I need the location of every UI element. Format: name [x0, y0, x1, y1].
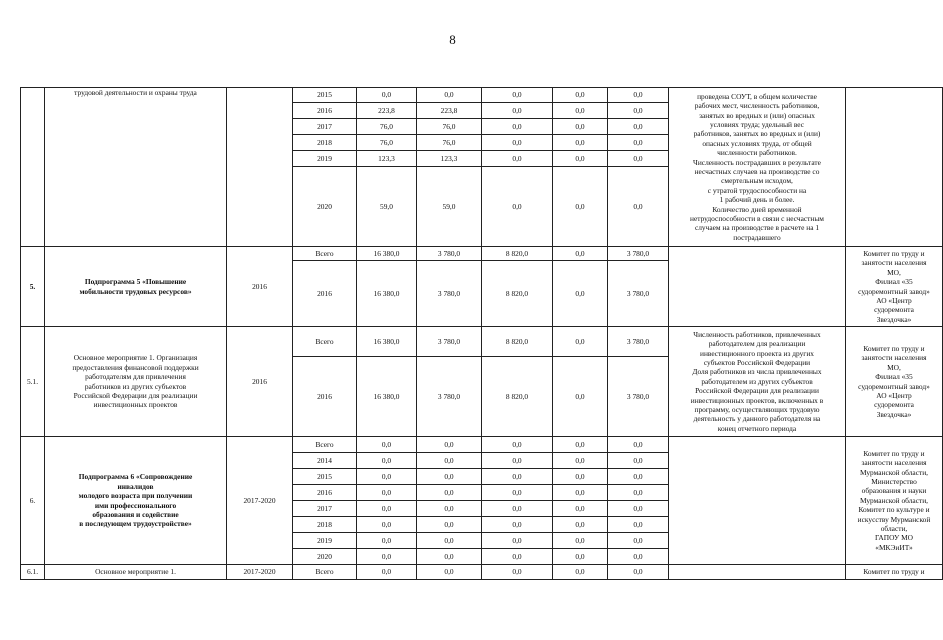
- value-cell: 0,0: [553, 261, 608, 327]
- year-cell: 2019: [293, 151, 357, 167]
- value-cell: 0,0: [553, 485, 608, 501]
- value-cell: 0,0: [553, 119, 608, 135]
- text-line: МО,: [887, 362, 901, 372]
- text-line: судоремонтный завод»: [858, 381, 930, 391]
- text-line: работников, занятых во вредных и (или): [693, 129, 821, 139]
- text-line: Основное мероприятие 1. Организация: [73, 353, 198, 363]
- value-cell: 3 780,0: [417, 357, 482, 437]
- text-line: Министерство: [871, 476, 917, 486]
- value-cell: 0,0: [357, 469, 417, 485]
- text-line: занятости населения: [861, 458, 927, 468]
- text-line: МО,: [887, 267, 901, 277]
- value-cell: 16 380,0: [357, 247, 417, 261]
- text-line: молодого возраста при получении: [78, 491, 193, 501]
- text-line: Количество дней временной: [712, 204, 802, 214]
- program-table: [20, 87, 943, 580]
- value-cell: 8 820,0: [482, 357, 553, 437]
- value-cell: 0,0: [553, 247, 608, 261]
- value-cell: 0,0: [482, 485, 553, 501]
- year-cell: 2019: [293, 533, 357, 549]
- text-line: несчастных случаев на производстве со: [694, 167, 820, 176]
- text-line: Российской Федерации для реализации: [73, 390, 198, 400]
- value-cell: 0,0: [357, 533, 417, 549]
- value-cell: 0,0: [357, 501, 417, 517]
- table-row: [21, 327, 943, 357]
- text-line: пострадавшего: [733, 232, 781, 242]
- executor-cell: [846, 327, 943, 437]
- value-cell: 0,0: [553, 167, 608, 247]
- text-line: нетрудоспособности в связи с несчастным: [690, 214, 824, 224]
- value-cell: 0,0: [482, 88, 553, 103]
- value-cell: 0,0: [482, 501, 553, 517]
- value-cell: 8 820,0: [482, 261, 553, 327]
- text-line: программу, осуществляющих трудовую: [694, 405, 820, 415]
- value-cell: 0,0: [417, 501, 482, 517]
- text-line: ГАПОУ МО: [874, 533, 914, 543]
- value-cell: 0,0: [608, 167, 669, 247]
- value-cell: 0,0: [482, 437, 553, 453]
- value-cell: 0,0: [553, 501, 608, 517]
- value-cell: 76,0: [417, 135, 482, 151]
- text-line: судоремонтный завод»: [858, 286, 930, 296]
- value-cell: 0,0: [553, 453, 608, 469]
- text-line: Филиал «35: [875, 277, 913, 287]
- year-cell: 2016: [293, 103, 357, 119]
- value-cell: 0,0: [417, 533, 482, 549]
- text-line: Российской Федерации для реализации: [695, 386, 819, 396]
- year-cell: Всего: [293, 327, 357, 357]
- value-cell: 0,0: [417, 565, 482, 580]
- value-cell: 0,0: [608, 565, 669, 580]
- text-line: ими профессионального: [94, 500, 177, 510]
- value-cell: 0,0: [608, 549, 669, 565]
- value-cell: 3 780,0: [608, 247, 669, 261]
- executor-cell: [846, 437, 943, 565]
- value-cell: 3 780,0: [417, 261, 482, 327]
- year-cell: 2015: [293, 88, 357, 103]
- year-cell: 2017: [293, 501, 357, 517]
- text-line: субъектов Российской Федерации: [703, 357, 811, 367]
- text-line: работодателем из других субъектов: [701, 376, 813, 386]
- text-line: области,: [880, 524, 908, 534]
- year-cell: 2016: [293, 357, 357, 437]
- page-number: 8: [449, 32, 456, 47]
- text-line: 1 рабочий день и более.: [719, 195, 795, 205]
- value-cell: 76,0: [357, 135, 417, 151]
- text-line: образования и науки: [861, 486, 927, 496]
- value-cell: 0,0: [553, 565, 608, 580]
- text-line: АО «Центр: [876, 390, 912, 400]
- value-cell: 0,0: [608, 533, 669, 549]
- value-cell: 0,0: [608, 437, 669, 453]
- value-cell: 0,0: [553, 135, 608, 151]
- year-cell: 2016: [293, 261, 357, 327]
- period-cell: 2016: [227, 247, 293, 327]
- measure-name: [45, 437, 227, 565]
- value-cell: 0,0: [482, 135, 553, 151]
- value-cell: 0,0: [608, 135, 669, 151]
- row-number: 5.1.: [21, 327, 45, 437]
- value-cell: 0,0: [417, 88, 482, 103]
- value-cell: 0,0: [482, 103, 553, 119]
- value-cell: 0,0: [357, 453, 417, 469]
- text-line: проведена СОУТ, в общем количестве: [697, 91, 817, 101]
- value-cell: 0,0: [553, 357, 608, 437]
- text-line: смертельным исходом,: [721, 176, 793, 186]
- value-cell: 0,0: [357, 88, 417, 103]
- program-table-body: [21, 88, 943, 580]
- year-cell: 2018: [293, 135, 357, 151]
- value-cell: 0,0: [553, 103, 608, 119]
- value-cell: 0,0: [357, 437, 417, 453]
- value-cell: 0,0: [357, 485, 417, 501]
- value-cell: 0,0: [417, 517, 482, 533]
- value-cell: 0,0: [553, 88, 608, 103]
- period-cell: [227, 88, 293, 247]
- value-cell: 3 780,0: [608, 261, 669, 327]
- value-cell: 0,0: [553, 469, 608, 485]
- text-line: Звездочка»: [876, 409, 912, 419]
- value-cell: 3 780,0: [417, 327, 482, 357]
- text-line: Комитет по труду и: [863, 343, 925, 353]
- indicator-cell: [669, 327, 846, 437]
- value-cell: 76,0: [417, 119, 482, 135]
- executor-cell: Комитет по труду и: [846, 565, 943, 580]
- text-line: работодателем для реализации: [708, 339, 806, 349]
- period-cell: 2016: [227, 327, 293, 437]
- value-cell: 0,0: [417, 453, 482, 469]
- value-cell: 0,0: [357, 517, 417, 533]
- table-row: [21, 437, 943, 453]
- text-line: условиях труда; удельный вес: [709, 119, 805, 129]
- value-cell: 0,0: [608, 453, 669, 469]
- measure-name: [45, 327, 227, 437]
- text-line: Мурманской области,: [859, 467, 929, 477]
- measure-name: Основное мероприятие 1.: [45, 565, 227, 580]
- value-cell: 0,0: [553, 437, 608, 453]
- period-cell: 2017-2020: [227, 437, 293, 565]
- text-line: Подпрограмма 6 «Сопровождение: [78, 472, 193, 482]
- text-line: опасных условиях труда, от общей: [702, 138, 812, 148]
- year-cell: 2017: [293, 119, 357, 135]
- value-cell: 0,0: [482, 151, 553, 167]
- value-cell: 0,0: [482, 517, 553, 533]
- indicator-cell: [669, 437, 846, 565]
- text-line: случаем на производстве в расчете на 1: [694, 223, 820, 233]
- value-cell: 0,0: [482, 167, 553, 247]
- value-cell: 0,0: [482, 119, 553, 135]
- text-line: Подпрограмма 5 «Повышение: [84, 277, 187, 287]
- measure-name: [45, 247, 227, 327]
- text-line: Филиал «35: [875, 372, 913, 382]
- text-line: инвестиционного проекта из других: [699, 348, 814, 358]
- value-cell: 8 820,0: [482, 327, 553, 357]
- value-cell: 123,3: [417, 151, 482, 167]
- year-cell: 2015: [293, 469, 357, 485]
- indicator-cell: [669, 88, 846, 247]
- value-cell: 0,0: [417, 485, 482, 501]
- text-line: инвестиционных проектов: [93, 400, 178, 410]
- row-number: 6.1.: [21, 565, 45, 580]
- text-line: с утратой трудоспособности на: [707, 185, 807, 195]
- year-cell: Всего: [293, 247, 357, 261]
- year-cell: 2018: [293, 517, 357, 533]
- value-cell: 0,0: [357, 565, 417, 580]
- value-cell: 0,0: [553, 151, 608, 167]
- value-cell: 0,0: [553, 517, 608, 533]
- value-cell: 0,0: [553, 533, 608, 549]
- value-cell: 0,0: [608, 88, 669, 103]
- value-cell: 0,0: [482, 565, 553, 580]
- row-number: 5.: [21, 247, 45, 327]
- text-line: Звездочка»: [876, 314, 912, 324]
- table-row: [21, 88, 943, 103]
- text-line: АО «Центр: [876, 295, 912, 305]
- text-line: инвалидов: [117, 481, 154, 491]
- text-line: мобильности трудовых ресурсов»: [79, 286, 192, 296]
- year-cell: Всего: [293, 437, 357, 453]
- value-cell: 0,0: [608, 103, 669, 119]
- value-cell: 0,0: [608, 469, 669, 485]
- text-line: «МКЭиИТ»: [875, 542, 913, 552]
- text-line: Мурманской области,: [859, 495, 929, 505]
- text-line: численности работников.: [717, 148, 797, 158]
- text-line: работодателям для привлечения: [85, 372, 186, 382]
- value-cell: 0,0: [417, 469, 482, 485]
- text-line: Комитет по труду и: [863, 448, 925, 458]
- text-line: конец отчетного периода: [717, 423, 797, 433]
- value-cell: 0,0: [482, 549, 553, 565]
- year-cell: 2016: [293, 485, 357, 501]
- table-row: [21, 247, 943, 261]
- text-line: инвестиционных проектов, включенных в: [690, 395, 824, 405]
- executor-cell: [846, 247, 943, 327]
- indicator-cell: [669, 247, 846, 327]
- value-cell: 0,0: [608, 119, 669, 135]
- text-line: судоремонта: [874, 305, 914, 315]
- text-line: Комитет по труду и: [863, 248, 925, 258]
- year-cell: 2020: [293, 549, 357, 565]
- row-number: [21, 88, 45, 247]
- indicator-cell: [669, 565, 846, 580]
- period-cell: 2017-2020: [227, 565, 293, 580]
- value-cell: 0,0: [553, 327, 608, 357]
- value-cell: 59,0: [417, 167, 482, 247]
- value-cell: 0,0: [608, 485, 669, 501]
- value-cell: 0,0: [608, 517, 669, 533]
- year-cell: 2020: [293, 167, 357, 247]
- value-cell: 0,0: [357, 549, 417, 565]
- value-cell: 16 380,0: [357, 357, 417, 437]
- row-number: 6.: [21, 437, 45, 565]
- text-line: деятельность у данного работодателя на: [693, 414, 821, 424]
- value-cell: 3 780,0: [608, 327, 669, 357]
- text-line: судоремонта: [874, 400, 914, 410]
- text-line: Численность работников, привлеченных: [693, 329, 821, 339]
- text-line: искусству Мурманской: [857, 514, 931, 524]
- value-cell: 0,0: [482, 469, 553, 485]
- value-cell: 223,8: [417, 103, 482, 119]
- value-cell: 0,0: [482, 533, 553, 549]
- value-cell: 0,0: [608, 501, 669, 517]
- year-cell: Всего: [293, 565, 357, 580]
- text-line: занятых во вредных и (или) опасных: [699, 110, 815, 120]
- text-line: занятости населения: [861, 258, 927, 268]
- text-line: Комитет по культуре и: [858, 505, 930, 515]
- text-line: занятости населения: [861, 353, 927, 363]
- value-cell: 16 380,0: [357, 261, 417, 327]
- text-line: Доля работников из числа привлеченных: [692, 367, 822, 377]
- text-line: работников из других субъектов: [84, 381, 187, 391]
- value-cell: 123,3: [357, 151, 417, 167]
- value-cell: 59,0: [357, 167, 417, 247]
- value-cell: 0,0: [608, 151, 669, 167]
- value-cell: 3 780,0: [608, 357, 669, 437]
- year-cell: 2014: [293, 453, 357, 469]
- text-line: образования и содействие: [92, 509, 179, 519]
- value-cell: 16 380,0: [357, 327, 417, 357]
- value-cell: 0,0: [417, 549, 482, 565]
- value-cell: 0,0: [553, 549, 608, 565]
- value-cell: 76,0: [357, 119, 417, 135]
- value-cell: 8 820,0: [482, 247, 553, 261]
- text-line: в последующем трудоустройстве»: [79, 519, 192, 529]
- value-cell: 0,0: [417, 437, 482, 453]
- measure-name: трудовой деятельности и охраны труда: [45, 88, 227, 247]
- text-line: предоставления финансовой поддержки: [72, 362, 199, 372]
- executor-cell: [846, 88, 943, 247]
- text-line: рабочих мест, численность работников,: [694, 101, 820, 111]
- table-row: [21, 565, 943, 580]
- value-cell: 3 780,0: [417, 247, 482, 261]
- value-cell: 0,0: [482, 453, 553, 469]
- text-line: Численность пострадавших в результате: [693, 157, 821, 167]
- value-cell: 223,8: [357, 103, 417, 119]
